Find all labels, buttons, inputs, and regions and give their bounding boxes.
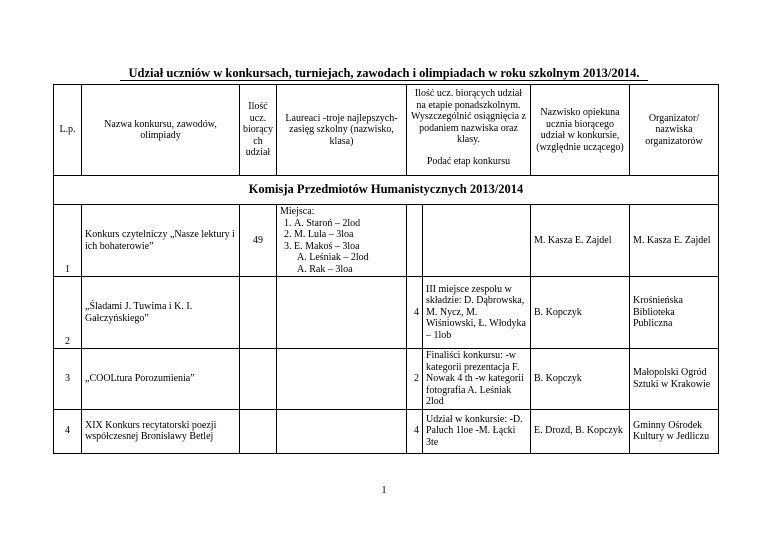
table-row xyxy=(54,205,719,277)
list-item: 3. E. Makoś – 3loa xyxy=(294,241,403,253)
row-stage-count: 4 xyxy=(407,277,423,349)
header-name: Nazwa konkursu, zawodów, olimpiady xyxy=(82,85,240,176)
header-count: Ilość ucz. biorący ch udział xyxy=(240,85,277,176)
row-laureates xyxy=(277,277,407,349)
row-name: XIX Konkurs recytatorski poezji współczesnej Bronisławy Betlej xyxy=(82,409,240,453)
row-organizer: Krośnieńska Biblioteka Publiczna xyxy=(630,277,719,349)
row-lp: 2 xyxy=(54,277,82,349)
page-number: 1 xyxy=(381,485,387,496)
row-organizer: Małopolski Ogród Sztuki w Krakowie xyxy=(630,349,719,410)
header-organizer: Organizator/ nazwiska organizatorów xyxy=(630,85,719,176)
row-laureates xyxy=(277,409,407,453)
laureates-list xyxy=(280,218,403,253)
list-item: 2. M. Lula – 3loa xyxy=(294,229,403,241)
row-teacher: E. Drozd, B. Kopczyk xyxy=(531,409,630,453)
row-laureates xyxy=(277,349,407,410)
table-row xyxy=(54,277,719,349)
row-name: „COOLtura Porozumienia” xyxy=(82,349,240,410)
row-count: 49 xyxy=(240,205,277,277)
row-laureates xyxy=(277,205,407,277)
row-teacher: B. Kopczyk xyxy=(531,277,630,349)
table-row xyxy=(54,409,719,453)
section-title: Komisja Przedmiotów Humanistycznych 2013/2014 xyxy=(54,176,719,205)
row-lp: 1 xyxy=(54,205,82,277)
row-stage-count: 2 xyxy=(407,349,423,410)
row-lp: 3 xyxy=(54,349,82,410)
row-teacher: M. Kasza E. Zajdel xyxy=(531,205,630,277)
row-count xyxy=(240,409,277,453)
row-teacher: B. Kopczyk xyxy=(531,349,630,410)
document-title: Udział uczniów w konkursach, turniejach, zawodach i olimpiadach w roku szkolnym 2013/2014. xyxy=(128,66,640,80)
competitions-table xyxy=(53,84,719,454)
row-stage-detail: Finaliści konkursu: -w kategorii prezentacja F. Nowak 4 th -w kategorii fotografia A. Leśniak 2lod xyxy=(423,349,531,410)
row-lp: 4 xyxy=(54,409,82,453)
header-lp: L.p. xyxy=(54,85,82,176)
header-laureates: Laureaci -troje najlepszych- zasięg szkolny (nazwisko, klasa) xyxy=(277,85,407,176)
table-row xyxy=(54,349,719,410)
row-count xyxy=(240,277,277,349)
header-stage-note: Podać etap konkursu xyxy=(407,149,531,176)
list-item: A. Leśniak – 2lod xyxy=(297,252,369,263)
list-item: A. Rak – 3loa xyxy=(297,263,353,275)
row-stage-detail xyxy=(423,205,531,277)
section-row xyxy=(54,176,719,205)
row-organizer: M. Kasza E. Zajdel xyxy=(630,205,719,277)
row-name: „Śladami J. Tuwima i K. I. Gałczyńskiego” xyxy=(82,277,240,349)
row-stage-detail: III miejsce zespołu w składzie: D. Dąbrowska, M. Nycz, M. Wiśniowski, Ł. Włodyka – 1lob xyxy=(423,277,531,349)
row-name: Konkurs czytelniczy „Nasze lektury i ich bohaterowie” xyxy=(82,205,240,277)
row-stage-detail: Udział w konkursie: -D. Paluch 1loe -M. Łącki 3te xyxy=(423,409,531,453)
row-stage-count: 4 xyxy=(407,409,423,453)
header-row xyxy=(54,85,719,150)
header-stage: Ilość ucz. biorących udział na etapie ponadszkolnym. Wyszczególnić osiągnięcia z podaniem nazwiska oraz klasy. xyxy=(407,85,531,150)
list-item: 1. A. Staroń – 2lod xyxy=(294,218,403,230)
row-stage-count xyxy=(407,205,423,277)
title-underline xyxy=(120,80,648,81)
laureates-heading: Miejsca: xyxy=(280,206,315,217)
row-count xyxy=(240,349,277,410)
header-teacher: Nazwisko opiekuna ucznia biorącego udział w konkursie, (względnie uczącego) xyxy=(531,85,630,176)
row-organizer: Gminny Ośrodek Kultury w Jedliczu xyxy=(630,409,719,453)
